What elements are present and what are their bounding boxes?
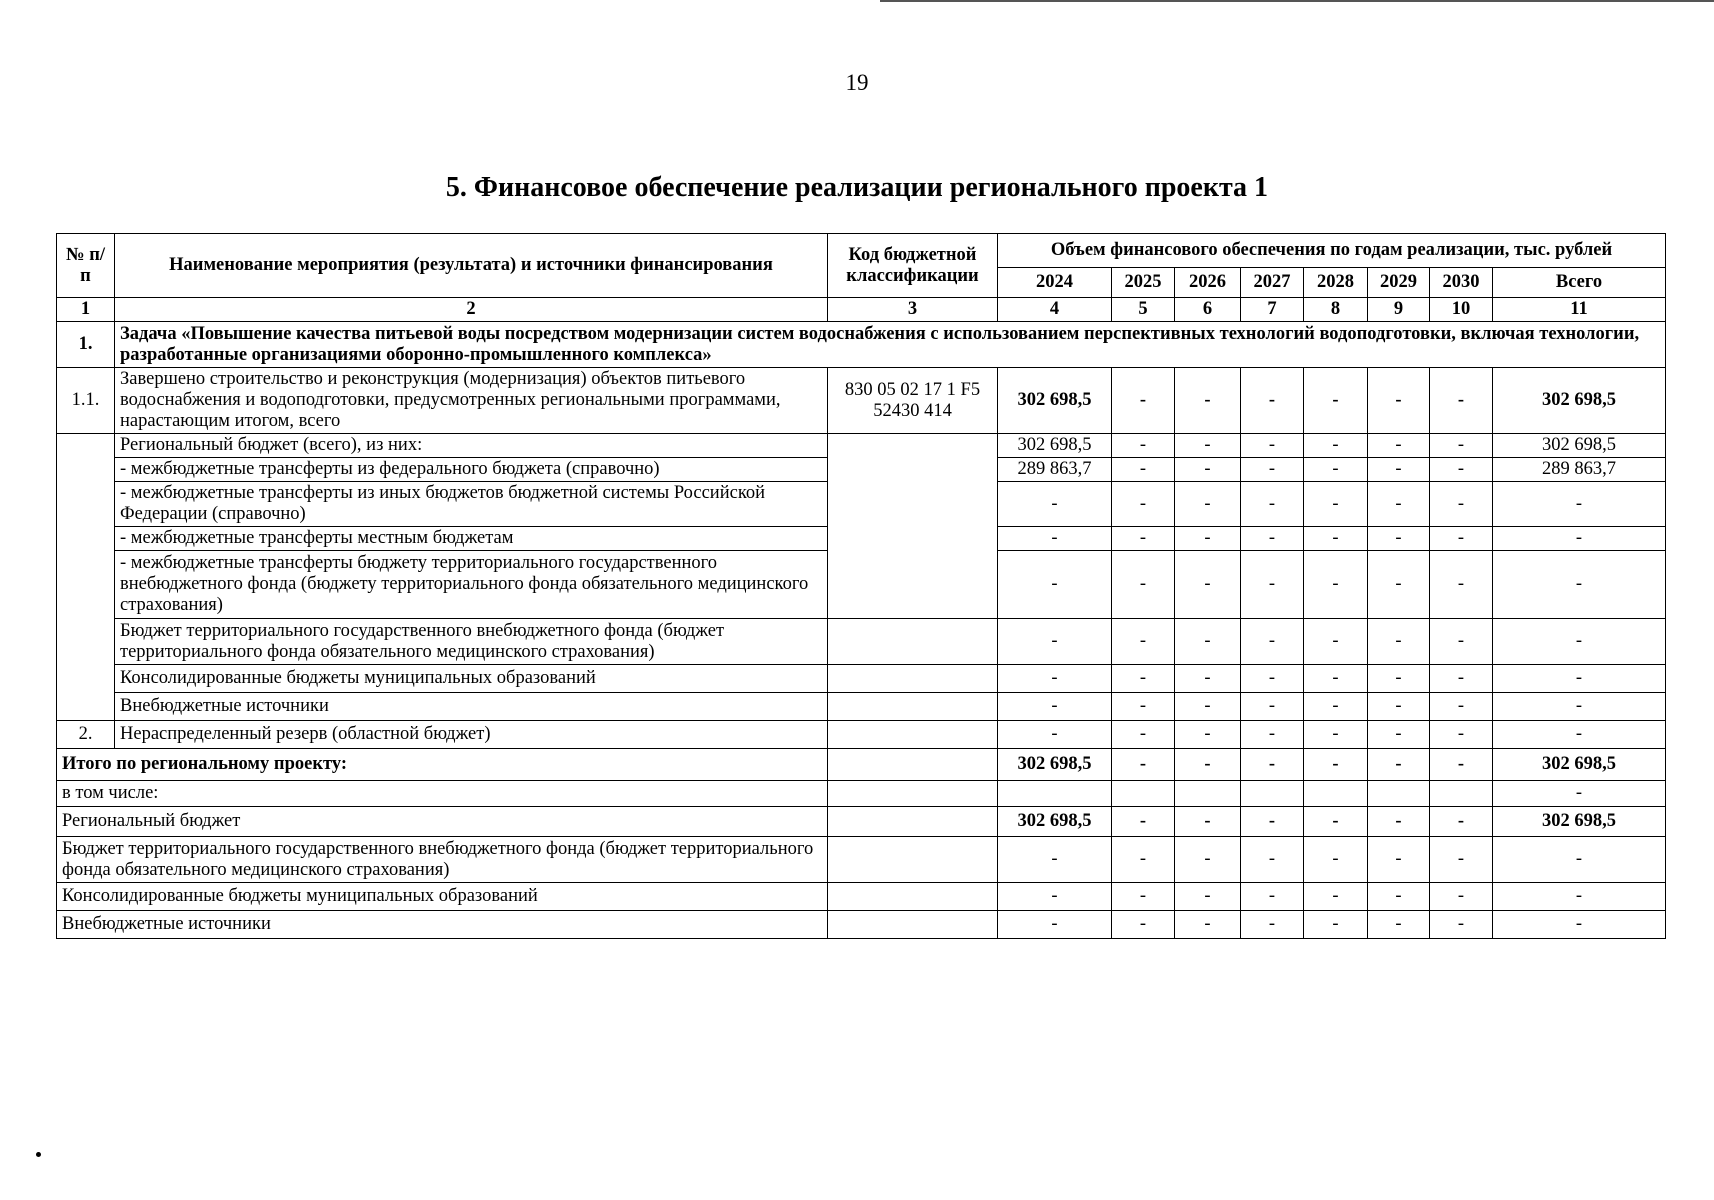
result-name: Завершено строительство и реконструкция (модернизация) объектов питьевого водоснабжения и водоподготовки, предусмотренных региональными программами, нарастающим итогом, всего (115, 368, 828, 434)
value-cell: - (1493, 665, 1666, 693)
empty-code-cell (828, 434, 998, 619)
reserve-name: Нераспределенный резерв (областной бюджет) (115, 721, 828, 749)
value-cell: - (1175, 527, 1241, 551)
value-cell: - (1430, 665, 1493, 693)
row-number: 1. (57, 322, 115, 368)
result-row (57, 368, 1666, 434)
value-cell: - (1112, 883, 1175, 911)
empty-num-cell (57, 434, 115, 721)
value-cell: 302 698,5 (1493, 807, 1666, 837)
financing-table (56, 233, 1666, 939)
value-cell: - (1112, 721, 1175, 749)
value-cell: - (1241, 721, 1304, 749)
value-cell: - (1175, 665, 1241, 693)
header-index: 8 (1304, 298, 1368, 322)
source-name: Консолидированные бюджеты муниципальных образований (115, 665, 828, 693)
value-cell: - (1368, 551, 1430, 619)
value-cell: - (1304, 434, 1368, 458)
value-cell: - (1175, 807, 1241, 837)
value-cell: - (1112, 807, 1175, 837)
value-cell: - (1368, 911, 1430, 939)
page-number: 19 (845, 70, 869, 95)
row-number: 1.1. (57, 368, 115, 434)
empty-code-cell (828, 619, 998, 665)
value-cell: - (998, 551, 1112, 619)
value-cell: - (1368, 665, 1430, 693)
value-cell: - (1175, 551, 1241, 619)
value-cell: - (1112, 693, 1175, 721)
value-cell: - (1368, 527, 1430, 551)
value-cell: - (1368, 807, 1430, 837)
task-text: Задача «Повышение качества питьевой воды посредством модернизации систем водоснабжения с использованием перспективных технологий водоподготовки, включая технологии, разработанные организациями оборонно-промышленного комплекса» (115, 322, 1666, 368)
header-code: Код бюджетной классификации (828, 234, 998, 298)
value-cell: - (1175, 883, 1241, 911)
value-cell (1430, 781, 1493, 807)
header-year: 2029 (1368, 268, 1430, 298)
budget-code: 830 05 02 17 1 F5 52430 414 (828, 368, 998, 434)
value-cell (1112, 781, 1175, 807)
value-cell: 302 698,5 (998, 434, 1112, 458)
value-cell (998, 781, 1112, 807)
value-cell: - (1493, 693, 1666, 721)
value-cell: - (1493, 527, 1666, 551)
value-cell: - (1493, 883, 1666, 911)
value-cell: - (1304, 527, 1368, 551)
header-index: 3 (828, 298, 998, 322)
empty-code-cell (828, 693, 998, 721)
value-cell: - (1304, 721, 1368, 749)
source-name: Региональный бюджет (всего), из них: (115, 434, 828, 458)
source-name: - межбюджетные трансферты бюджету территориального государственного внебюджетного фонда (бюджету территориального фонда обязательного медицинского страхования) (115, 551, 828, 619)
header-index: 2 (115, 298, 828, 322)
value-cell: - (1175, 911, 1241, 939)
empty-code-cell (828, 665, 998, 693)
header-num: № п/п (57, 234, 115, 298)
source-row (57, 693, 1666, 721)
value-cell: - (998, 883, 1112, 911)
value-cell: - (1175, 837, 1241, 883)
value-cell: - (1493, 482, 1666, 527)
value-cell: - (1304, 368, 1368, 434)
value-cell: 302 698,5 (998, 807, 1112, 837)
total-name: в том числе: (57, 781, 828, 807)
value-cell: - (1304, 693, 1368, 721)
value-cell: - (1304, 458, 1368, 482)
value-cell: - (1241, 665, 1304, 693)
empty-code-cell (828, 781, 998, 807)
value-cell: - (1304, 665, 1368, 693)
value-cell: - (998, 665, 1112, 693)
header-index: 9 (1368, 298, 1430, 322)
total-row (57, 883, 1666, 911)
value-cell: - (1241, 693, 1304, 721)
value-cell: - (1368, 837, 1430, 883)
value-cell: - (1241, 911, 1304, 939)
header-index: 6 (1175, 298, 1241, 322)
header-year: 2027 (1241, 268, 1304, 298)
header-volume: Объем финансового обеспечения по годам реализации, тыс. рублей (998, 234, 1666, 268)
value-cell: - (1241, 883, 1304, 911)
value-cell: - (1430, 368, 1493, 434)
value-cell: - (1112, 749, 1175, 781)
value-cell: - (1241, 458, 1304, 482)
value-cell: - (1175, 434, 1241, 458)
total-name: Бюджет территориального государственного внебюджетного фонда (бюджет территориального фонда обязательного медицинского страхования) (57, 837, 828, 883)
value-cell (1175, 781, 1241, 807)
value-cell: - (1493, 837, 1666, 883)
reserve-row (57, 721, 1666, 749)
value-cell: - (998, 721, 1112, 749)
value-cell: - (1493, 721, 1666, 749)
header-index: 11 (1493, 298, 1666, 322)
value-cell: - (1304, 911, 1368, 939)
value-cell: - (1112, 434, 1175, 458)
value-cell: - (998, 619, 1112, 665)
value-cell: - (1112, 551, 1175, 619)
value-cell: - (1112, 527, 1175, 551)
value-cell (1368, 781, 1430, 807)
value-cell: 302 698,5 (1493, 434, 1666, 458)
value-cell: - (1112, 458, 1175, 482)
row-number: 2. (57, 721, 115, 749)
value-cell: - (1368, 693, 1430, 721)
value-cell: - (1304, 749, 1368, 781)
value-cell: - (1175, 619, 1241, 665)
header-index-row (57, 298, 1666, 322)
value-cell: - (1112, 368, 1175, 434)
value-cell: - (1175, 721, 1241, 749)
value-cell: - (1241, 482, 1304, 527)
value-cell: - (1241, 368, 1304, 434)
source-name: - межбюджетные трансферты из иных бюджетов бюджетной системы Российской Федерации (справочно) (115, 482, 828, 527)
value-cell: - (1175, 482, 1241, 527)
empty-code-cell (828, 911, 998, 939)
value-cell: - (1241, 837, 1304, 883)
total-row (57, 807, 1666, 837)
value-cell: - (998, 527, 1112, 551)
value-cell: - (1430, 527, 1493, 551)
value-cell: - (1368, 482, 1430, 527)
header-index: 1 (57, 298, 115, 322)
value-cell: - (1241, 749, 1304, 781)
value-cell: - (998, 837, 1112, 883)
value-cell: - (1430, 619, 1493, 665)
value-cell: - (998, 911, 1112, 939)
value-cell: 302 698,5 (998, 749, 1112, 781)
source-name: Внебюджетные источники (115, 693, 828, 721)
value-cell: - (1175, 693, 1241, 721)
header-year: 2024 (998, 268, 1112, 298)
value-cell: - (1112, 911, 1175, 939)
value-cell: - (1304, 551, 1368, 619)
value-cell: - (1430, 434, 1493, 458)
value-cell: - (1368, 368, 1430, 434)
total-name: Внебюджетные источники (57, 911, 828, 939)
value-cell: - (1430, 807, 1493, 837)
source-name: Бюджет территориального государственного внебюджетного фонда (бюджет территориального фонда обязательного медицинского страхования) (115, 619, 828, 665)
source-name: - межбюджетные трансферты из федерального бюджета (справочно) (115, 458, 828, 482)
value-cell: - (1493, 781, 1666, 807)
value-cell: - (998, 693, 1112, 721)
value-cell: - (1304, 482, 1368, 527)
header-name: Наименование мероприятия (результата) и источники финансирования (115, 234, 828, 298)
total-row (57, 911, 1666, 939)
value-cell: - (1368, 749, 1430, 781)
section-title: 5. Финансовое обеспечение реализации регионального проекта 1 (445, 172, 1269, 203)
source-name: - межбюджетные трансферты местным бюджетам (115, 527, 828, 551)
total-row (57, 781, 1666, 807)
value-cell: - (1304, 837, 1368, 883)
header-index: 10 (1430, 298, 1493, 322)
value-cell: - (998, 482, 1112, 527)
source-row (57, 619, 1666, 665)
empty-code-cell (828, 837, 998, 883)
value-cell: - (1493, 911, 1666, 939)
header-index: 5 (1112, 298, 1175, 322)
total-row (57, 837, 1666, 883)
value-cell: - (1241, 434, 1304, 458)
empty-code-cell (828, 883, 998, 911)
value-cell (1241, 781, 1304, 807)
task-row (57, 322, 1666, 368)
value-cell: - (1241, 527, 1304, 551)
header-year: 2026 (1175, 268, 1241, 298)
value-cell: - (1430, 837, 1493, 883)
value-cell: - (1430, 749, 1493, 781)
value-cell: - (1112, 665, 1175, 693)
total-name: Итого по региональному проекту: (57, 749, 828, 781)
value-cell: - (1241, 807, 1304, 837)
header-index: 4 (998, 298, 1112, 322)
value-cell: - (1304, 807, 1368, 837)
scan-dot (36, 1152, 41, 1157)
value-cell: - (1430, 693, 1493, 721)
empty-code-cell (828, 721, 998, 749)
value-cell: 289 863,7 (1493, 458, 1666, 482)
value-cell: - (1430, 721, 1493, 749)
value-cell: - (1368, 721, 1430, 749)
source-row (57, 665, 1666, 693)
value-cell: - (1304, 883, 1368, 911)
header-year: 2030 (1430, 268, 1493, 298)
total-name: Консолидированные бюджеты муниципальных образований (57, 883, 828, 911)
empty-code-cell (828, 807, 998, 837)
header-year: 2028 (1304, 268, 1368, 298)
value-cell: 302 698,5 (1493, 368, 1666, 434)
value-cell: - (1304, 619, 1368, 665)
source-row (57, 434, 1666, 458)
value-cell: - (1430, 911, 1493, 939)
value-cell: - (1430, 482, 1493, 527)
value-cell: - (1368, 883, 1430, 911)
value-cell: - (1493, 619, 1666, 665)
value-cell: - (1241, 619, 1304, 665)
value-cell: 302 698,5 (998, 368, 1112, 434)
total-row (57, 749, 1666, 781)
value-cell: - (1112, 837, 1175, 883)
value-cell: 302 698,5 (1493, 749, 1666, 781)
header-year: Всего (1493, 268, 1666, 298)
value-cell (1304, 781, 1368, 807)
value-cell: - (1175, 368, 1241, 434)
empty-code-cell (828, 749, 998, 781)
header-year: 2025 (1112, 268, 1175, 298)
value-cell: - (1368, 619, 1430, 665)
total-name: Региональный бюджет (57, 807, 828, 837)
value-cell: 289 863,7 (998, 458, 1112, 482)
value-cell: - (1175, 458, 1241, 482)
value-cell: - (1368, 434, 1430, 458)
value-cell: - (1430, 551, 1493, 619)
value-cell: - (1368, 458, 1430, 482)
scan-edge-line (880, 0, 1714, 2)
value-cell: - (1493, 551, 1666, 619)
value-cell: - (1430, 883, 1493, 911)
header-index: 7 (1241, 298, 1304, 322)
value-cell: - (1175, 749, 1241, 781)
value-cell: - (1112, 482, 1175, 527)
value-cell: - (1112, 619, 1175, 665)
value-cell: - (1430, 458, 1493, 482)
value-cell: - (1241, 551, 1304, 619)
